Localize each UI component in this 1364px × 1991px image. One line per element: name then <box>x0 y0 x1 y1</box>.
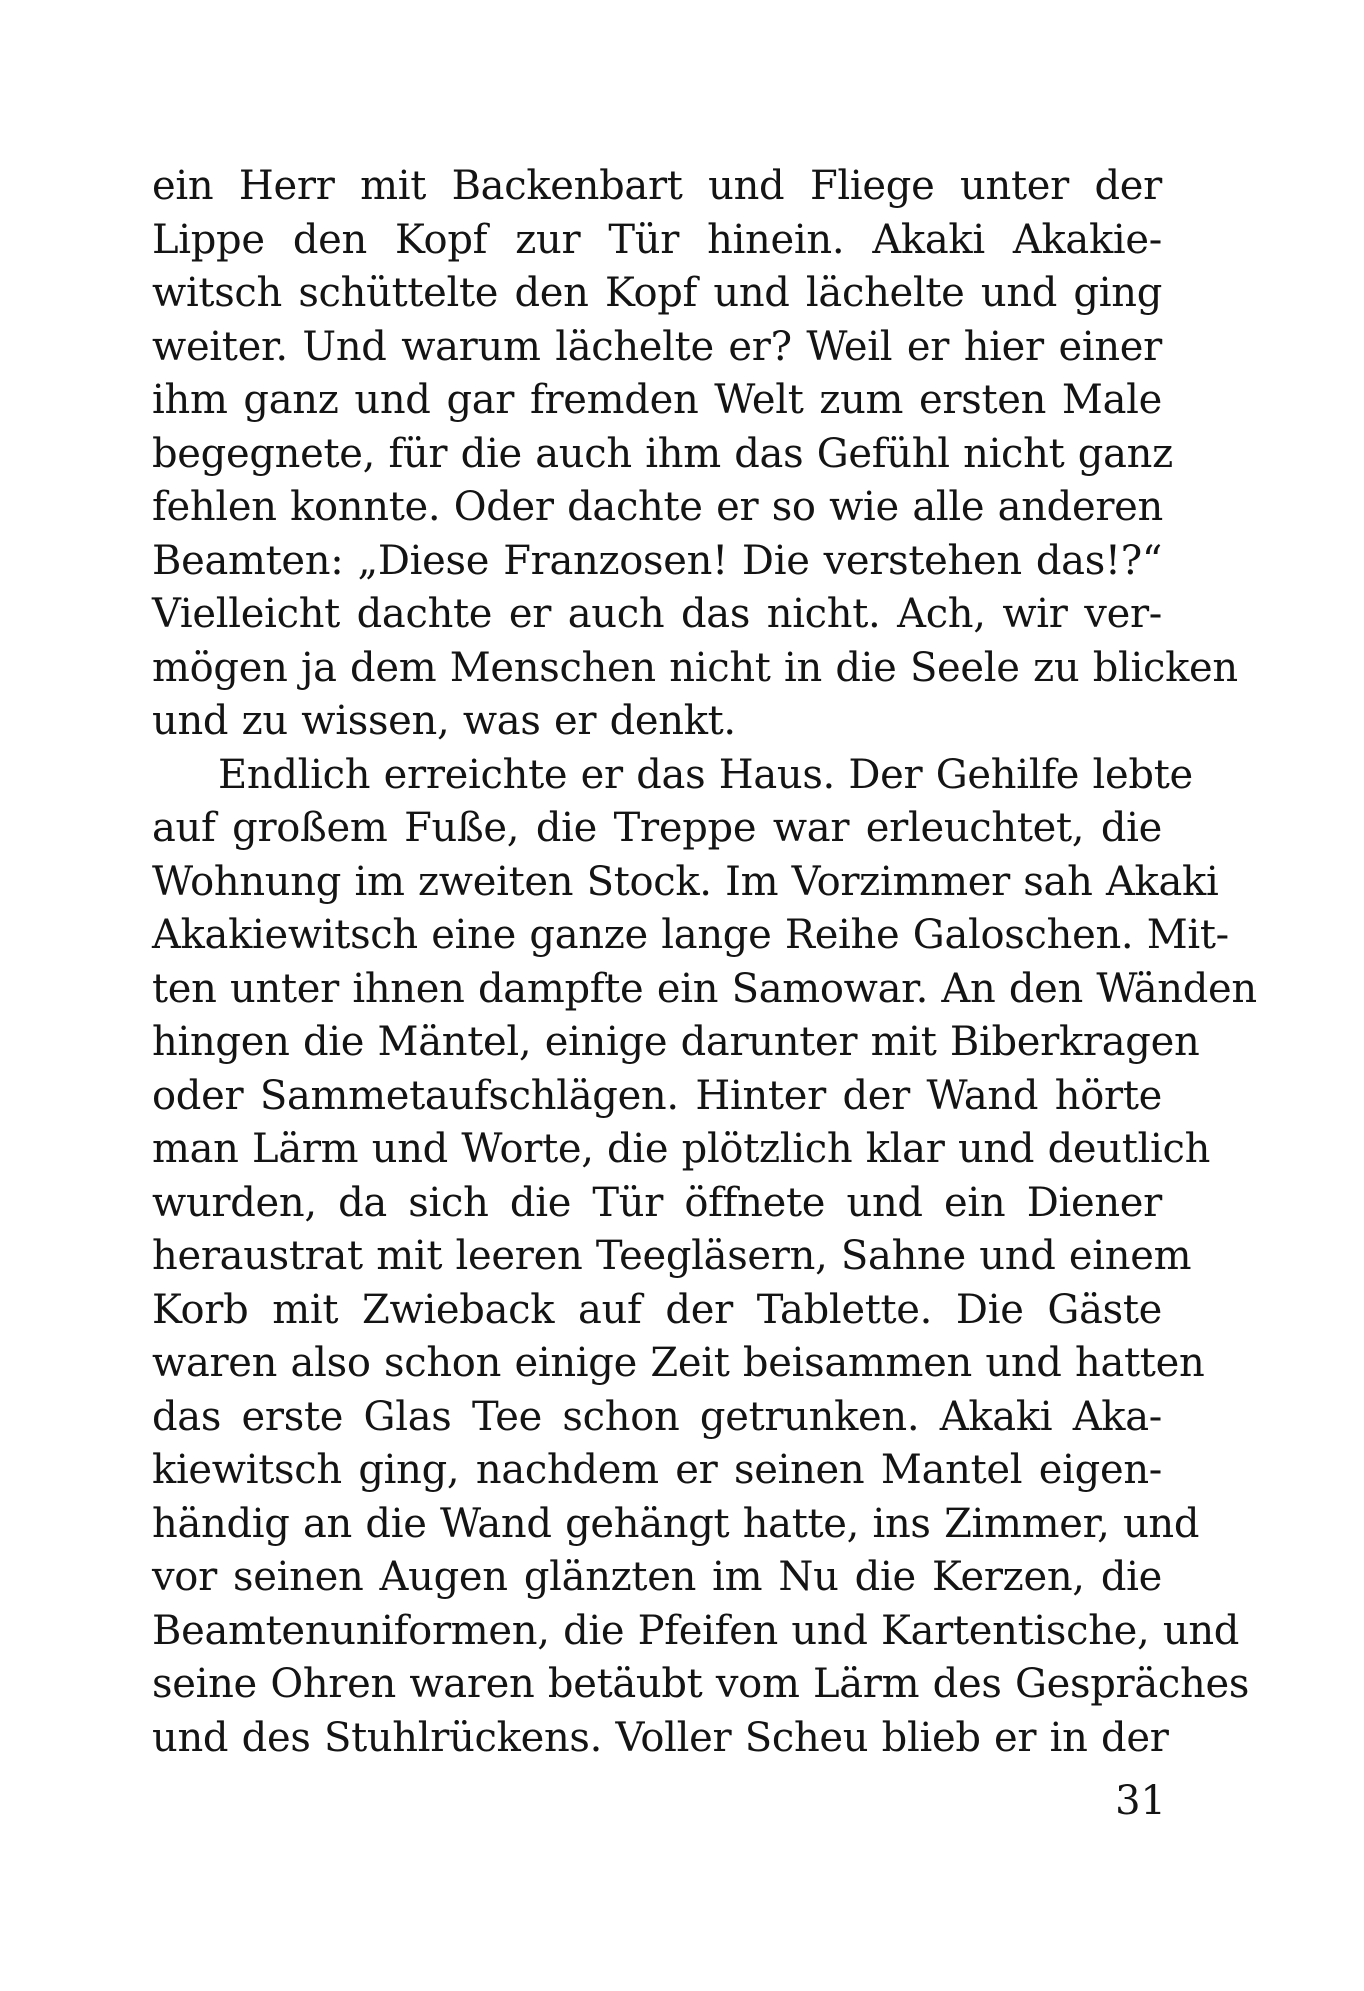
text-line: oder Sammetaufschlägen. Hinter der Wand hörte <box>152 1072 1162 1119</box>
text-line: Beamten: „Diese Franzosen! Die verstehen das!?“ <box>152 537 1162 584</box>
text-line: vor seinen Augen glänzten im Nu die Kerzen, die <box>152 1554 1162 1600</box>
text-line: Akakiewitsch eine ganze lange Reihe Galoschen. Mit- <box>152 912 1229 958</box>
text-line: man Lärm und Worte, die plötzlich klar und deutlich <box>152 1126 1211 1172</box>
text-line: kiewitsch ging, nachdem er seinen Mantel eigen- <box>152 1447 1162 1493</box>
text-line: Beamtenuniformen, die Pfeifen und Kartentische, und <box>152 1607 1240 1654</box>
text-line: fehlen konnte. Oder dachte er so wie alle anderen <box>152 484 1163 530</box>
text-line: heraustrat mit leeren Teegläsern, Sahne und einem <box>152 1233 1192 1279</box>
body-text <box>152 160 1257 1765</box>
text-line: witsch schüttelte den Kopf und lächelte und ging <box>152 270 1162 316</box>
text-line: auf großem Fuße, die Treppe war erleuchtet, die <box>152 805 1162 851</box>
text-line: ten unter ihnen dampfte ein Samowar. An den Wänden <box>152 965 1257 1012</box>
text-line: mögen ja dem Menschen nicht in die Seele zu blicken <box>152 644 1238 691</box>
text-line: und zu wissen, was er denkt. <box>152 698 736 744</box>
text-line: das erste Glas Tee schon getrunken. Akaki Aka- <box>152 1393 1162 1440</box>
text-line: Wohnung im zweiten Stock. Im Vorzimmer sah Akaki <box>152 858 1219 905</box>
text-line: begegnete, für die auch ihm das Gefühl nicht ganz <box>152 430 1173 477</box>
text-line: Korb mit Zwieback auf der Tablette. Die Gäste <box>152 1286 1162 1333</box>
text-line: waren also schon einige Zeit beisammen und hatten <box>152 1340 1205 1386</box>
paragraph-2 <box>152 749 1257 1766</box>
paragraph-1 <box>152 160 1238 749</box>
text-line: weiter. Und warum lächelte er? Weil er hier einer <box>152 323 1162 370</box>
text-line: ihm ganz und gar fremden Welt zum ersten Male <box>152 377 1162 423</box>
text-line: hingen die Mäntel, einige darunter mit Biberkragen <box>152 1019 1200 1065</box>
text-line: Lippe den Kopf zur Tür hinein. Akaki Akakie- <box>152 216 1162 263</box>
text-line: Vielleicht dachte er auch das nicht. Ach, wir ver- <box>152 591 1162 637</box>
text-line: ein Herr mit Backenbart und Fliege unter der <box>152 163 1162 209</box>
page-number: 31 <box>1115 1778 1166 1824</box>
text-line: Endlich erreichte er das Haus. Der Gehilfe lebte <box>218 751 1193 798</box>
text-line: händig an die Wand gehängt hatte, ins Zimmer, und <box>152 1500 1200 1547</box>
text-line: seine Ohren waren betäubt vom Lärm des Gespräches <box>152 1661 1250 1707</box>
text-line: wurden, da sich die Tür öffnete und ein Diener <box>152 1179 1162 1226</box>
text-line: und des Stuhlrückens. Voller Scheu blieb er in der <box>152 1714 1169 1761</box>
